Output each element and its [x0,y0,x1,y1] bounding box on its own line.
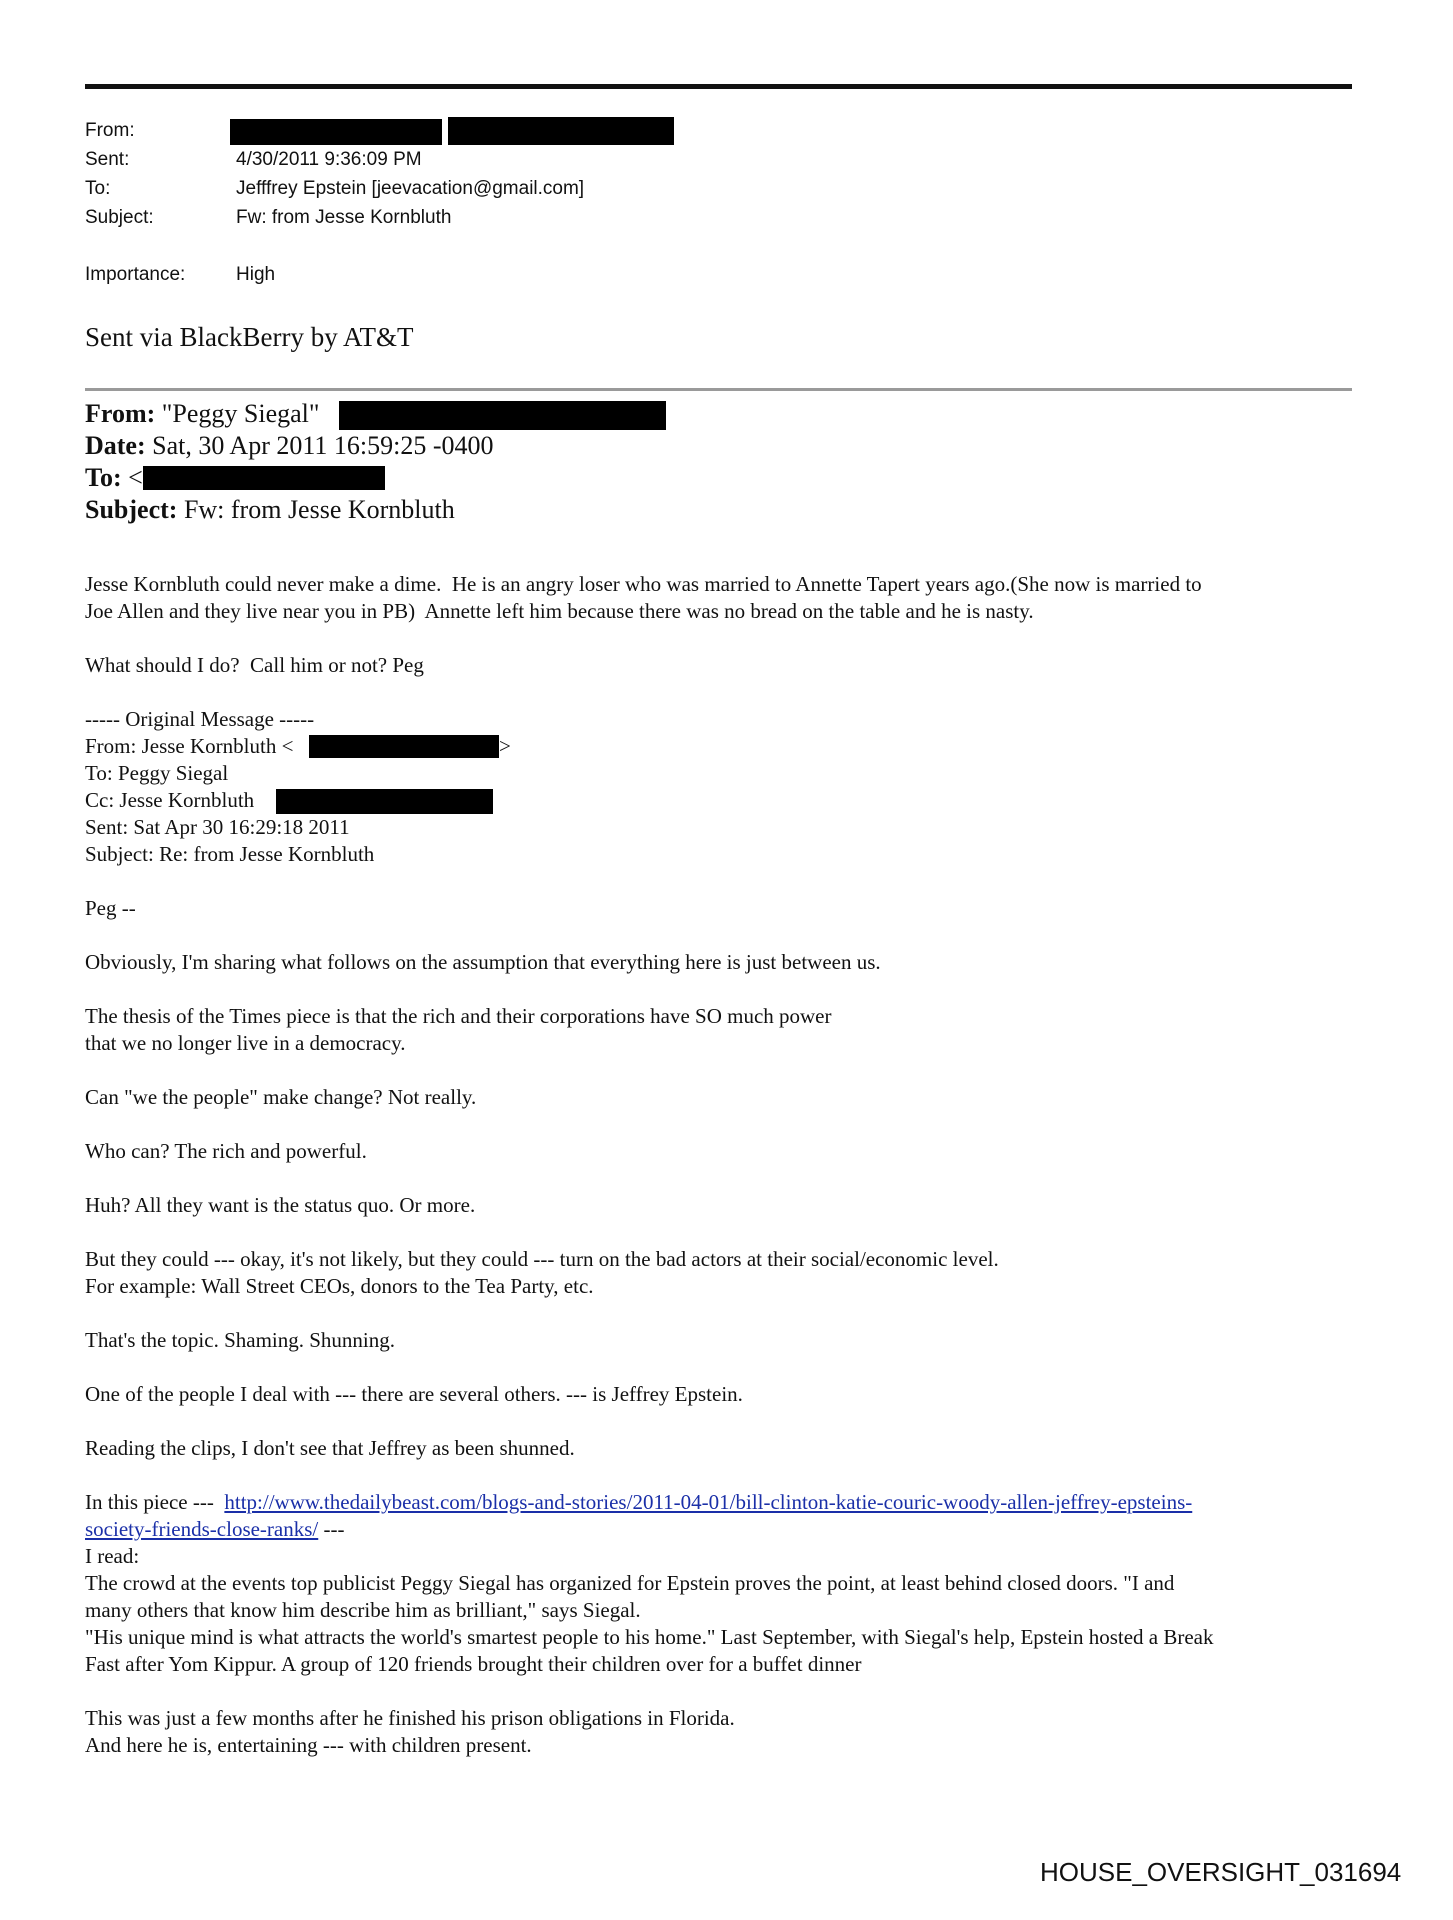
redaction-box [143,466,385,490]
fwd-subject-value: Fw: from Jesse Kornbluth [177,495,455,524]
original-cc-line [85,787,1365,814]
body-line: Huh? All they want is the status quo. Or more. [85,1193,476,1217]
to-value: Jefffrey Epstein [jeevacation@gmail.com] [236,178,585,199]
body-line: Jesse Kornbluth could never make a dime. He is an angry loser who was married to Annette Tapert years ago.(She now is married to [85,572,1202,596]
link-line [85,1489,1365,1516]
fwd-date-row [85,431,494,461]
body-line: For example: Wall Street CEOs, donors to the Tea Party, etc. [85,1274,594,1298]
bates-number: HOUSE_OVERSIGHT_031694 [1040,1857,1402,1887]
blank-line [85,1219,1365,1246]
fwd-to-label: To: [85,463,122,492]
separator-rule [85,388,1352,391]
fwd-from-value: "Peggy Siegal" [155,399,320,428]
importance-label: Importance: [85,264,186,285]
fwd-date-value: Sat, 30 Apr 2011 16:59:25 -0400 [145,431,494,460]
blank-line [85,1111,1365,1138]
body-line: Fast after Yom Kippur. A group of 120 friends brought their children over for a buffet dinner [85,1652,862,1676]
redaction-box [230,119,442,145]
blank-line [85,1678,1365,1705]
body-line: That's the topic. Shaming. Shunning. [85,1328,396,1352]
fwd-from-label: From: [85,399,156,428]
blank-line [85,1462,1365,1489]
body-line: Reading the clips, I don't see that Jeffrey as been shunned. [85,1436,575,1460]
blank-line [85,1057,1365,1084]
blank-line [85,1165,1365,1192]
outer-importance-row [85,263,275,287]
link-suffix: --- [318,1517,345,1541]
body-line: Who can? The rich and powerful. [85,1139,367,1163]
original-cc-text: Cc: Jesse Kornbluth [85,788,255,812]
angle-bracket: > [499,734,511,758]
original-to-line: To: Peggy Siegal [85,761,229,785]
original-from-line [85,733,1365,760]
outer-sent-row [85,148,422,172]
blank-line [85,679,1365,706]
blank-line [85,1354,1365,1381]
fwd-subject-row [85,495,455,525]
body-line: This was just a few months after he finished his prison obligations in Florida. [85,1706,735,1730]
fwd-to-row [85,463,143,493]
redaction-box [309,735,499,758]
body-line: One of the people I deal with --- there are several others. --- is Jeffrey Epstein. [85,1382,743,1406]
blank-line [85,1408,1365,1435]
daily-beast-link[interactable]: http://www.thedailybeast.com/blogs-and-stories/2011-04-01/bill-clinton-katie-couric-woody-allen-jeffrey-epsteins- [224,1490,1193,1514]
body-line: Joe Allen and they live near you in PB) Annette left him because there was no bread on the table and he is nasty. [85,599,1034,623]
fwd-date-label: Date: [85,431,146,460]
sent-label: Sent: [85,149,130,170]
body-line: Can "we the people" make change? Not really. [85,1085,477,1109]
body-line: The thesis of the Times piece is that the rich and their corporations have SO much power [85,1004,832,1028]
body-line: What should I do? Call him or not? Peg [85,653,424,677]
original-from-text: From: Jesse Kornbluth < [85,734,294,758]
importance-value: High [236,264,276,285]
email-body [85,571,1365,1759]
outer-subject-row [85,206,451,230]
body-line: Peg -- [85,896,136,920]
blank-line [85,625,1365,652]
blank-line [85,976,1365,1003]
subject-value: Fw: from Jesse Kornbluth [236,207,452,228]
subject-label: Subject: [85,207,154,228]
to-label: To: [85,178,111,199]
blank-line [85,1300,1365,1327]
original-subject-line: Subject: Re: from Jesse Kornbluth [85,842,375,866]
outer-to-row [85,177,584,201]
signature: Sent via BlackBerry by AT&T [85,322,414,352]
top-rule [85,84,1352,89]
body-line: I read: [85,1544,140,1568]
redaction-box [448,117,674,145]
fwd-from-row [85,399,320,429]
link-line [85,1516,1365,1543]
fwd-to-value: < [121,463,143,492]
body-line: Obviously, I'm sharing what follows on the assumption that everything here is just between us. [85,950,881,974]
redaction-box [339,401,666,430]
sent-value: 4/30/2011 9:36:09 PM [236,149,422,170]
link-prefix: In this piece --- [85,1490,225,1514]
fwd-subject-label: Subject: [85,495,178,524]
body-line: that we no longer live in a democracy. [85,1031,406,1055]
from-label: From: [85,120,135,141]
outer-from-row [85,119,236,143]
original-message-divider: ----- Original Message ----- [85,707,315,731]
blank-line [85,922,1365,949]
redaction-box [276,789,493,814]
body-line: And here he is, entertaining --- with children present. [85,1733,532,1757]
body-line: The crowd at the events top publicist Peggy Siegal has organized for Epstein proves the point, at least behind closed doors. "I and [85,1571,1175,1595]
body-line: But they could --- okay, it's not likely, but they could --- turn on the bad actors at their social/economic level. [85,1247,999,1271]
original-sent-line: Sent: Sat Apr 30 16:29:18 2011 [85,815,350,839]
body-line: many others that know him describe him as brilliant," says Siegal. [85,1598,641,1622]
daily-beast-link-continued[interactable]: society-friends-close-ranks/ [85,1517,319,1541]
blank-line [85,868,1365,895]
body-line: "His unique mind is what attracts the world's smartest people to his home." Last September, with Siegal's help, Epstein hosted a Break [85,1625,1214,1649]
